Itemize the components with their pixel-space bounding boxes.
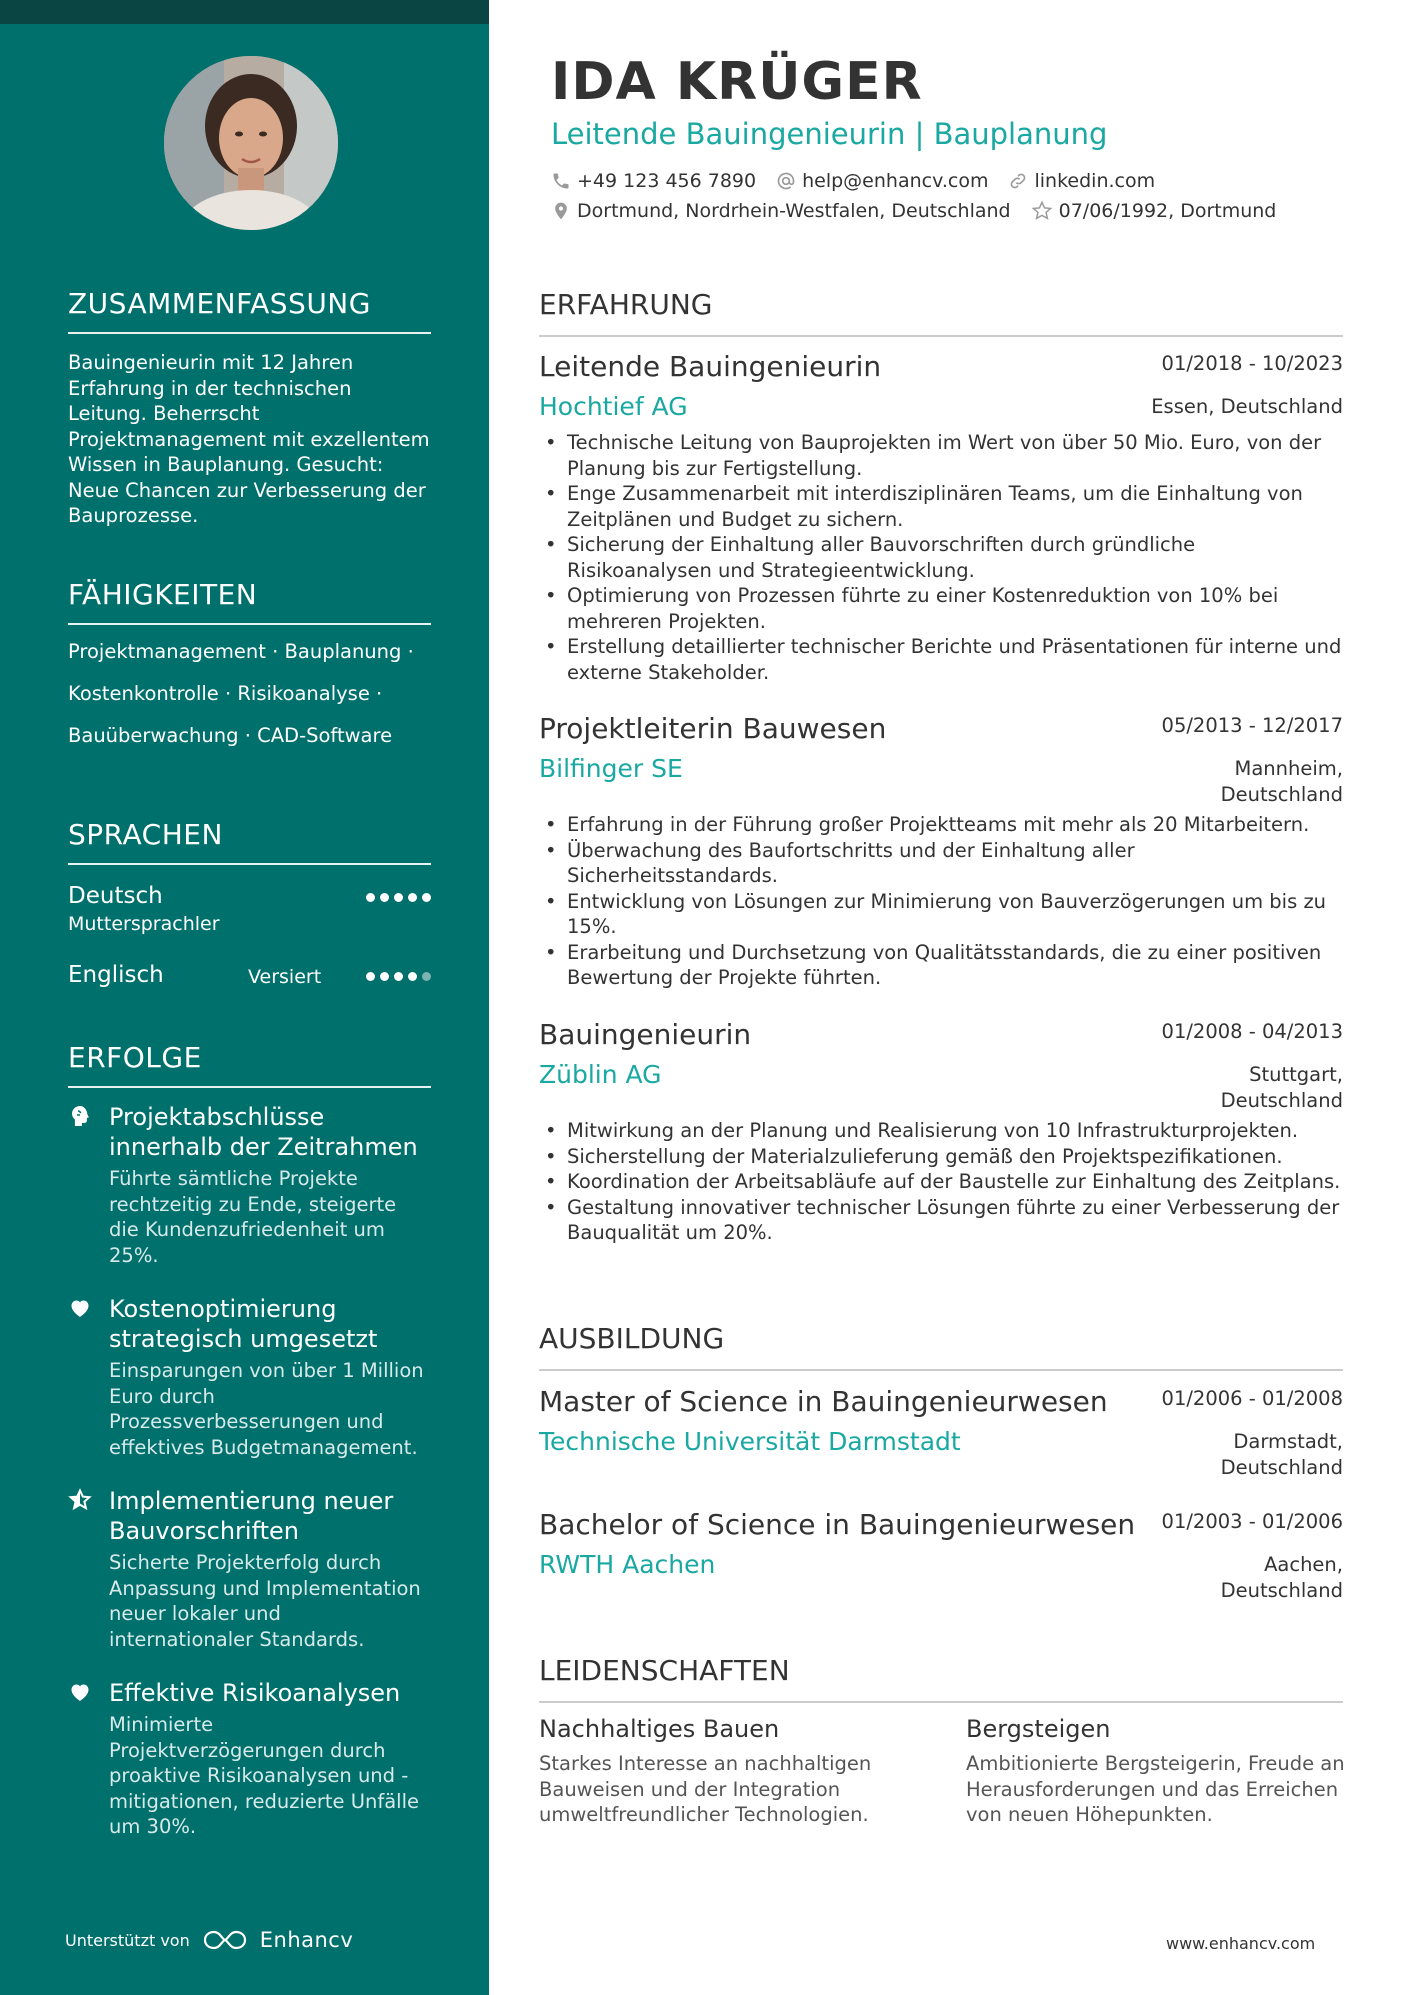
- job-bullet: • Mitwirkung an der Planung und Realisierung von 10 Infrastrukturprojekten.: [539, 1118, 1343, 1144]
- contact-row: [551, 200, 1276, 222]
- school-name: RWTH Aachen: [539, 1550, 716, 1579]
- rating-dot: [408, 972, 417, 981]
- passion-desc: Ambitionierte Bergsteigerin, Freude an Herausforderungen und das Erreichen von neuen Höhepunkten.: [966, 1752, 1345, 1826]
- achievement-title: Implementierung neuer Bauvorschriften: [109, 1487, 394, 1545]
- job-location: [1221, 756, 1343, 807]
- experience-heading: ERFAHRUNG: [539, 288, 1343, 337]
- skills-heading: FÄHIGKEITEN: [68, 578, 431, 625]
- rating-dot: [366, 972, 375, 981]
- job-location-line: Stuttgart,: [1249, 1063, 1343, 1086]
- job-date: 01/2018 - 10/2023: [1161, 352, 1343, 375]
- avatar: [164, 56, 338, 230]
- achievement-desc: Minimierte Projektverzögerungen durch proaktive Risikoanalysen und -mitigationen, reduzierte Unfälle um 30%.: [109, 1713, 420, 1838]
- job-bullet: • Optimierung von Prozessen führte zu einer Kostenreduktion von 10% bei mehreren Projekten.: [539, 583, 1343, 634]
- job-bullet: • Erstellung detaillierter technischer Berichte und Präsentationen für interne und externe Stakeholder.: [539, 634, 1343, 685]
- education-item: [539, 1508, 1343, 1618]
- rating-dot: [422, 972, 431, 981]
- rating-dot: [380, 893, 389, 902]
- achievement-title: Kostenoptimierung strategisch umgesetzt: [109, 1295, 378, 1353]
- degree-title: Master of Science in Bauingenieurwesen: [539, 1385, 1108, 1418]
- job-bullet: • Gestaltung innovativer technischer Lösungen führte zu einer Verbesserung der Bauqualität um 20%.: [539, 1195, 1343, 1246]
- skills-line: Bauüberwachung · CAD-Software: [68, 724, 393, 747]
- job-location: [1221, 1062, 1343, 1113]
- language-name: Englisch: [68, 962, 164, 988]
- language-item: [68, 962, 431, 1022]
- job-date: 05/2013 - 12/2017: [1161, 714, 1343, 737]
- location-icon: [551, 201, 571, 221]
- footer-url[interactable]: www.enhancv.com: [1166, 1934, 1316, 1953]
- summary-text: Bauingenieurin mit 12 Jahren Erfahrung in der technischen Leitung. Beherrscht Projektmanagement mit exzellentem Wissen in Bauplanung. Gesucht: Neue Chancen zur Verbesserung der Bauprozesse.: [68, 351, 430, 527]
- achievement-title: Projektabschlüsse innerhalb der Zeitrahmen: [109, 1103, 418, 1161]
- job-bullet: • Koordination der Arbeitsabläufe auf der Baustelle zur Einhaltung des Zeitplans.: [539, 1169, 1343, 1195]
- at-icon: [776, 171, 796, 191]
- achievement-title: Effektive Risikoanalysen: [109, 1679, 401, 1707]
- job-location-line: Mannheim,: [1234, 757, 1343, 780]
- star-icon: [68, 1488, 92, 1512]
- education-date: 01/2003 - 01/2006: [1161, 1510, 1343, 1533]
- enhancv-logo-icon: [202, 1928, 248, 1952]
- job-item: [539, 712, 1343, 1012]
- brand-name: Enhancv: [259, 1928, 354, 1952]
- rating-dot: [408, 893, 417, 902]
- brain-icon: [68, 1104, 92, 1128]
- sidebar: [0, 0, 489, 1995]
- job-bullets: [539, 1118, 1343, 1246]
- skills-section: [68, 578, 431, 757]
- education-location: [1221, 1429, 1343, 1480]
- rating-dot: [366, 893, 375, 902]
- job-bullet: • Erfahrung in der Führung großer Projektteams mit mehr als 20 Mitarbeitern.: [539, 812, 1343, 838]
- education-location-line: Aachen,: [1264, 1553, 1343, 1576]
- job-location-line: Deutschland: [1220, 782, 1343, 806]
- contact-row: [551, 170, 1155, 192]
- job-title: Leitende Bauingenieurin: [539, 350, 882, 383]
- summary-section: [68, 287, 431, 529]
- language-item: [68, 883, 431, 943]
- achievement-item: [68, 1294, 431, 1460]
- job-title: Projektleiterin Bauwesen: [539, 712, 887, 745]
- powered-by-label: Unterstützt von: [65, 1930, 190, 1950]
- education-date: 01/2006 - 01/2008: [1161, 1387, 1343, 1410]
- job-bullets: [539, 430, 1343, 685]
- education-location-line: Darmstadt,: [1233, 1430, 1343, 1453]
- passion-desc: Starkes Interesse an nachhaltigen Bauweisen und der Integration umweltfreundlicher Technologien.: [539, 1752, 872, 1826]
- education-heading: AUSBILDUNG: [539, 1322, 1343, 1371]
- job-bullet: • Erarbeitung und Durchsetzung von Qualitätsstandards, die zu einer positiven Bewertung der Projekte führten.: [539, 940, 1343, 991]
- heart-icon: [68, 1680, 92, 1704]
- degree-title: Bachelor of Science in Bauingenieurwesen: [539, 1508, 1136, 1541]
- rating-dot: [422, 893, 431, 902]
- passion-item: [539, 1715, 919, 1828]
- passions-heading: LEIDENSCHAFTEN: [539, 1654, 1343, 1703]
- powered-by: [65, 1928, 353, 1952]
- achievements-section: [68, 1041, 431, 1840]
- achievement-item: [68, 1102, 431, 1268]
- email[interactable]: help@enhancv.com: [802, 170, 989, 192]
- school-name: Technische Universität Darmstadt: [539, 1427, 961, 1456]
- job-title: Bauingenieurin: [539, 1018, 752, 1051]
- location: Dortmund, Nordrhein-Westfalen, Deutschland: [577, 200, 1011, 222]
- passion-title: Nachhaltiges Bauen: [539, 1715, 780, 1743]
- job-bullet: • Technische Leitung von Bauprojekten im Wert von über 50 Mio. Euro, von der Planung bis zur Fertigstellung.: [539, 430, 1343, 481]
- job-date: 01/2008 - 04/2013: [1161, 1020, 1343, 1043]
- passion-title: Bergsteigen: [966, 1715, 1111, 1743]
- achievements-heading: ERFOLGE: [68, 1041, 431, 1088]
- achievement-desc: Führte sämtliche Projekte rechtzeitig zu Ende, steigerte die Kundenzufriedenheit um 25%.: [109, 1167, 397, 1267]
- language-name: Deutsch: [68, 883, 163, 909]
- skills-line: Projektmanagement · Bauplanung ·: [68, 640, 414, 663]
- achievement-desc: Einsparungen von über 1 Million Euro durch Prozessverbesserungen und effektives Budgetmanagement.: [109, 1359, 424, 1459]
- job-bullet: • Enge Zusammenarbeit mit interdisziplinären Teams, um die Einhaltung von Zeitplänen und Budget zu sichern.: [539, 481, 1343, 532]
- job-item: [539, 1018, 1343, 1308]
- job-location-line: Essen, Deutschland: [1151, 395, 1343, 418]
- birth-info: 07/06/1992, Dortmund: [1058, 200, 1277, 222]
- avatar-photo: [164, 56, 338, 230]
- rating-dot: [394, 893, 403, 902]
- job-location: [1151, 394, 1343, 420]
- language-rating: [366, 893, 431, 902]
- language-rating: [366, 972, 431, 981]
- education-item: [539, 1385, 1343, 1495]
- job-location-line: Deutschland: [1220, 1088, 1343, 1112]
- language-level: Versiert: [248, 966, 322, 988]
- achievement-desc: Sicherte Projekterfolg durch Anpassung und Implementation neuer lokaler und internationaler Standards.: [109, 1551, 421, 1651]
- job-company: Hochtief AG: [539, 392, 688, 421]
- achievement-item: [68, 1678, 431, 1840]
- sidebar-top-band: [0, 0, 489, 24]
- link-icon: [1008, 171, 1028, 191]
- languages-section: [68, 818, 431, 1022]
- candidate-name: IDA KRÜGER: [551, 52, 923, 112]
- languages-heading: SPRACHEN: [68, 818, 431, 865]
- passion-item: [966, 1715, 1346, 1828]
- job-item: [539, 350, 1343, 695]
- summary-heading: ZUSAMMENFASSUNG: [68, 287, 431, 334]
- job-bullet: • Sicherstellung der Materialzulieferung gemäß den Projektspezifikationen.: [539, 1144, 1343, 1170]
- star-outline-icon: [1031, 200, 1053, 222]
- phone-icon: [551, 171, 571, 191]
- heart-icon: [68, 1296, 92, 1320]
- education-location-line: Deutschland: [1220, 1578, 1343, 1602]
- job-company: Züblin AG: [539, 1060, 662, 1089]
- rating-dot: [380, 972, 389, 981]
- job-bullets: [539, 812, 1343, 991]
- job-bullet: • Überwachung des Baufortschritts und der Einhaltung aller Sicherheitsstandards.: [539, 838, 1343, 889]
- language-level: Muttersprachler: [68, 913, 220, 935]
- phone[interactable]: +49 123 456 7890: [577, 170, 757, 192]
- achievement-item: [68, 1486, 431, 1652]
- job-bullet: • Sicherung der Einhaltung aller Bauvorschriften durch gründliche Risikoanalysen und Strategieentwicklung.: [539, 532, 1343, 583]
- skills-line: Kostenkontrolle · Risikoanalyse ·: [68, 682, 383, 705]
- linkedin[interactable]: linkedin.com: [1034, 170, 1156, 192]
- education-location-line: Deutschland: [1220, 1455, 1343, 1479]
- rating-dot: [394, 972, 403, 981]
- candidate-title: Leitende Bauingenieurin | Bauplanung: [551, 117, 1108, 151]
- job-bullet: • Entwicklung von Lösungen zur Minimierung von Bauverzögerungen um bis zu 15%.: [539, 889, 1343, 940]
- job-company: Bilfinger SE: [539, 754, 683, 783]
- education-location: [1221, 1552, 1343, 1603]
